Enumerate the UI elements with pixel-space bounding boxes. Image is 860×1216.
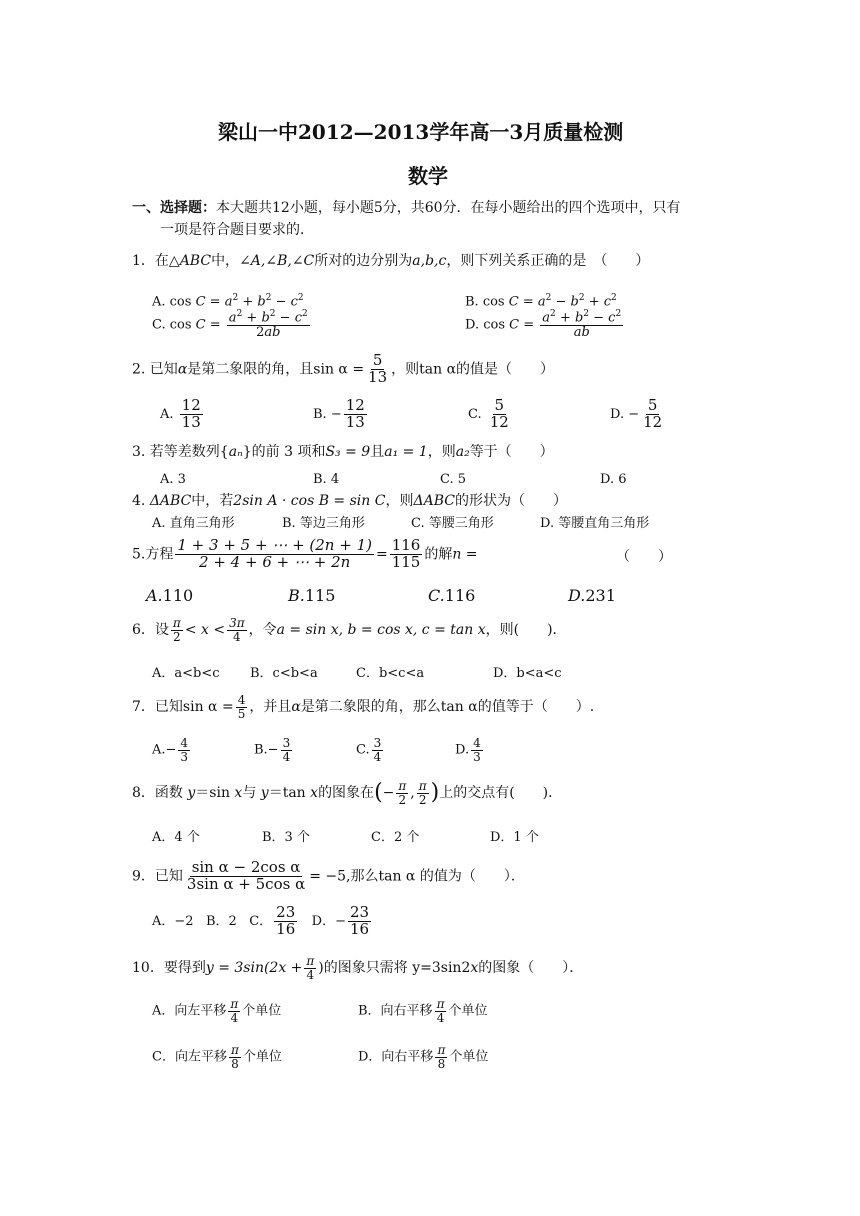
q8-option-a: A．4 个: [152, 830, 200, 845]
q9-options: [152, 905, 373, 938]
section-desc-line2: 一项是符合题目要求的．: [160, 222, 314, 238]
q2-option-b: B. − $\frac{12}{13}$: [313, 396, 365, 431]
question-1: 1．在△ABC中，∠A,∠B,∠C所对的边分别为a,b,c，则下列关系正确的是 （ ）: [132, 253, 650, 269]
question-4: 4. ΔABC中，若2sin A · cos B = sin C，则ΔABC的形状为（ ）: [132, 493, 567, 509]
q2-option-d: D. − $\frac{5}{12}$: [610, 396, 663, 431]
section-desc-line1: 本大题共12小题，每小题5分，共60分．在每小题给出的四个选项中，只有: [216, 200, 681, 216]
q7-option-d: D. $\frac{4}{3}$: [455, 736, 481, 764]
q7-option-a: A.− $\frac{4}{3}$: [152, 736, 189, 764]
exam-title: 梁山一中2012—2013学年高一3月质量检测: [218, 120, 624, 144]
q4-option-c: C. 等腰三角形: [411, 516, 494, 531]
q9-option-c: C． $\frac{23}{16}$: [249, 903, 296, 938]
q1-option-b: B. $\cos C = a^2 - b^2 + c^2$: [465, 293, 617, 310]
q10-option-b: B．向右平移 $\frac{\pi}{4}$ 个单位: [358, 997, 488, 1025]
question-8: 8．函数 y＝sin x与 y＝tan x的图象在(− $\frac{\pi}{2}$ , $\frac{\pi}{2}$ )上的交点有( )．: [132, 779, 563, 807]
q10-option-c: C．向左平移 $\frac{\pi}{8}$ 个单位: [152, 1043, 282, 1071]
q1-option-a: A. $\cos C = a^2 + b^2 - c^2$: [152, 293, 304, 310]
q9-option-d: D．− $\frac{23}{16}$: [311, 903, 370, 938]
q8-option-d: D．1 个: [490, 830, 539, 845]
q10-option-a: A．向左平移 $\frac{\pi}{4}$ 个单位: [152, 997, 282, 1025]
question-2: 2. 已知α是第二象限的角，且sin α = $\frac{5}{13}$ ，则tan α的值是（ ）: [132, 351, 555, 386]
q5-option-a: A.110: [146, 586, 194, 605]
question-7: 7．已知sin α = $\frac{4}{5}$ ，并且α是第二象限的角，那么tan α的值等于（ ）.: [132, 693, 595, 721]
q7-option-c: C. $\frac{3}{4}$: [356, 736, 382, 764]
q5-answer-bracket: （ ）: [616, 549, 672, 565]
q1-option-c: C. cos C = $\frac{a^2 + b^2 - c^2}{2ab}$: [152, 309, 308, 340]
q6-option-b: B．c<b<a: [250, 666, 318, 681]
section-heading: 一、选择题：: [132, 200, 216, 216]
q6-option-d: D．b<a<c: [493, 666, 562, 681]
q3-option-d: D. 6: [600, 472, 627, 487]
subject-title: 数学: [408, 164, 448, 188]
question-6: 6．设 $\frac{\pi}{2}$ < x < $\frac{3\pi}{4}$ ，令a = sin x, b = cos x, c = tan x，则( )．: [132, 616, 567, 644]
q4-option-d: D. 等腰直角三角形: [540, 516, 650, 531]
question-3: 3. 若等差数列{aₙ}的前 3 项和S₃ = 9且a₁ = 1，则a₂等于（ ）: [132, 444, 554, 460]
q1-option-d: D. cos C = $\frac{a^2 + b^2 - c^2}{ab}$: [465, 309, 622, 340]
q2-option-a: A. $\frac{12}{13}$: [160, 396, 201, 431]
q9-option-b: B．2: [205, 913, 237, 929]
q4-option-a: A. 直角三角形: [152, 516, 235, 531]
q5-option-c: C.116: [428, 586, 476, 605]
q6-option-c: C．b<c<a: [356, 666, 425, 681]
q3-option-c: C. 5: [440, 472, 467, 487]
section-description: [132, 199, 681, 217]
q8-option-b: B．3 个: [262, 830, 310, 845]
q10-option-d: D．向右平移 $\frac{\pi}{8}$ 个单位: [358, 1043, 489, 1071]
q3-option-a: A. 3: [160, 472, 186, 487]
q6-option-a: A．a<b<c: [152, 666, 220, 681]
q9-option-a: A．−2: [152, 913, 194, 929]
q5-option-d: D.231: [568, 586, 616, 605]
question-9: 9．已知 $\frac{\text{sin α − 2cos α}}{\text{3sin α + 5cos α}}$ = −5,那么tan α 的值为（ ）．: [132, 858, 525, 893]
q4-option-b: B. 等边三角形: [282, 516, 365, 531]
q5-option-b: B.115: [288, 586, 336, 605]
q7-option-b: B.− $\frac{3}{4}$: [254, 736, 291, 764]
q8-option-c: C．2 个: [371, 830, 420, 845]
question-10: 10．要得到y = 3sin(2x + $\frac{\pi}{4}$ )的图象只需将 y=3sin2x的图象（ ）．: [132, 954, 584, 982]
question-5: 5.方程 $\frac{1 + 3 + 5 + \cdots + (2n + 1)}{2 + 4 + 6 + \cdots + 2n}$ = $\frac{116}{115}$ 的解n =: [132, 536, 478, 571]
q3-option-b: B. 4: [313, 472, 340, 487]
q2-option-c: C. $\frac{5}{12}$: [468, 396, 509, 431]
